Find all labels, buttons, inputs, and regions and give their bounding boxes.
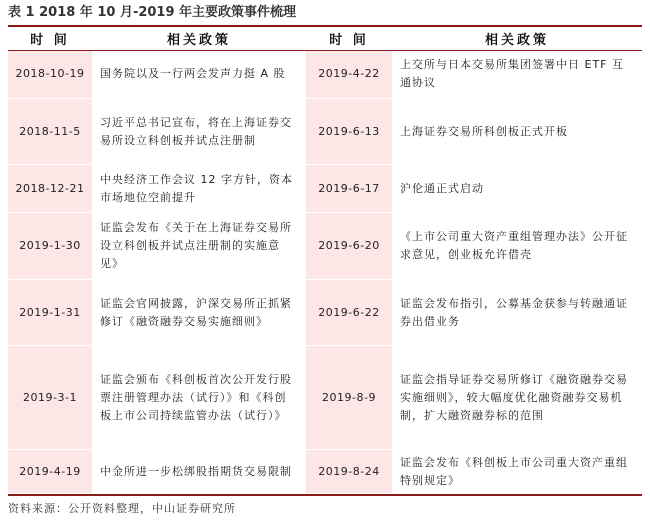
table-header-row [8,27,642,51]
table-row [8,450,642,494]
table-row [8,99,642,166]
right-policy-cell: 《上市公司重大资产重组管理办法》公开征求意见，创业板允许借壳 [392,213,642,280]
header-policy-right: 相关政策 [392,27,642,51]
right-policy-cell: 证监会发布指引，公募基金获参与转融通证券出借业务 [392,280,642,347]
right-date-cell: 2019-6-17 [306,165,392,213]
left-policy-cell: 中金所进一步松绑股指期货交易限制 [92,450,306,494]
table-row [8,280,642,347]
right-date-cell: 2019-6-13 [306,99,392,166]
left-policy-cell: 证监会官网披露，沪深交易所正抓紧修订《融资融券交易实施细则》 [92,280,306,347]
right-date-cell: 2019-4-22 [306,51,392,99]
header-date-left: 时 间 [8,27,92,51]
table-row [8,165,642,213]
right-date-cell: 2019-6-20 [306,213,392,280]
table-row [8,346,642,450]
right-policy-cell: 沪伦通正式启动 [392,165,642,213]
right-policy-cell: 上海证券交易所科创板正式开板 [392,99,642,166]
left-date-cell: 2018-12-21 [8,165,92,213]
right-date-cell: 2019-8-9 [306,346,392,450]
left-date-cell: 2019-4-19 [8,450,92,494]
right-policy-cell: 证监会发布《科创板上市公司重大资产重组特别规定》 [392,450,642,494]
left-policy-cell: 证监会颁布《科创板首次公开发行股票注册管理办法（试行）》和《科创板上市公司持续监管办法（试行）》 [92,346,306,450]
header-date-right: 时 间 [306,27,392,51]
table-caption: 表 1 2018 年 10 月-2019 年主要政策事件梳理 [8,5,297,20]
left-date-cell: 2019-3-1 [8,346,92,450]
left-date-cell: 2019-1-30 [8,213,92,280]
left-date-cell: 2019-1-31 [8,280,92,347]
left-policy-cell: 中央经济工作会议 12 字方针，资本市场地位空前提升 [92,165,306,213]
table-row [8,213,642,280]
right-date-cell: 2019-8-24 [306,450,392,494]
header-policy-left: 相关政策 [92,27,306,51]
right-policy-cell: 证监会指导证券交易所修订《融资融券交易实施细则》，较大幅度优化融资融券交易机制，扩大融资融券标的范围 [392,346,642,450]
source-note: 资料来源：公开资料整理，中山证券研究所 [8,502,236,515]
left-date-cell: 2018-11-5 [8,99,92,166]
policy-table [8,27,642,494]
right-policy-cell: 上交所与日本交易所集团签署中日 ETF 互通协议 [392,51,642,99]
left-policy-cell: 国务院以及一行两会发声力挺 A 股 [92,51,306,99]
left-policy-cell: 证监会发布《关于在上海证券交易所设立科创板并试点注册制的实施意见》 [92,213,306,280]
policy-table-frame [8,25,642,496]
table-row [8,51,642,99]
left-date-cell: 2018-10-19 [8,51,92,99]
right-date-cell: 2019-6-22 [306,280,392,347]
left-policy-cell: 习近平总书记宣布，将在上海证券交易所设立科创板并试点注册制 [92,99,306,166]
